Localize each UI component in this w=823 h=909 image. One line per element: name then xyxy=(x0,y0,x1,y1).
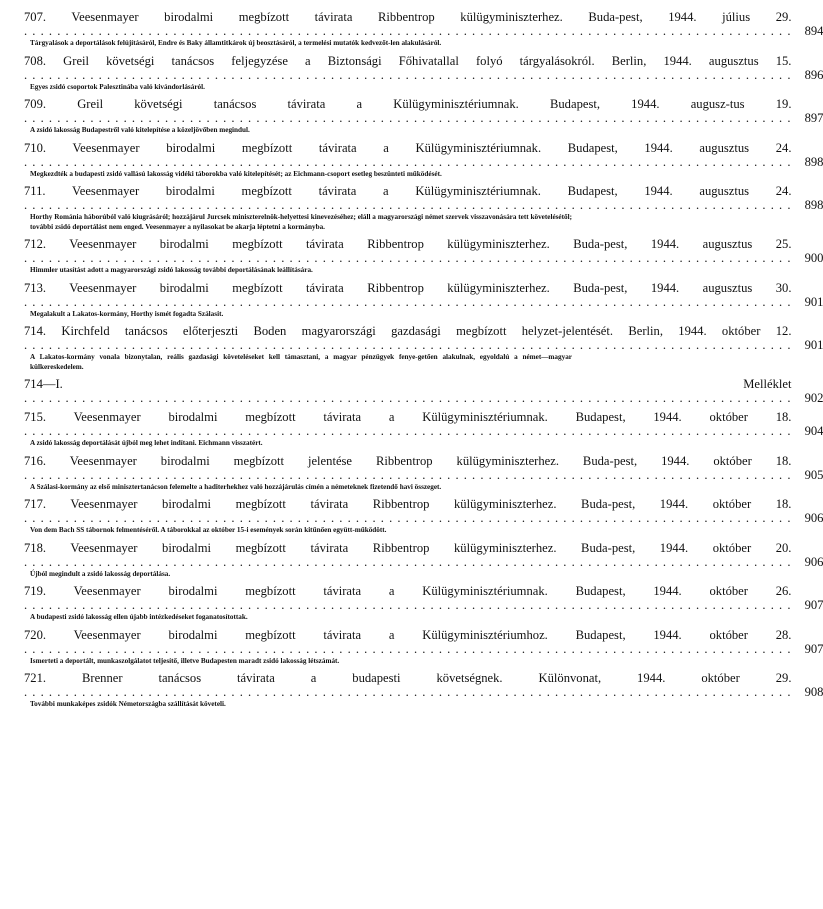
toc-entry xyxy=(24,377,823,405)
leader-dots: . . . . . . . . . . . . . . . . . . . . . . . . . . . . . . . . . . . . . . . . . . . . . . . . . . . . . . . . . . . . . . . . . . . . . . . . . . . . . . . . . . . . . . . . . . . . . xyxy=(24,424,792,438)
toc-entry xyxy=(24,540,823,580)
toc-entry-title-text: 719. Veesenmayer birodalmi megbízott távirata a Külügyminisztériumnak. Budapest, 1944. október 26. xyxy=(24,584,792,598)
toc-entry-page-number: 905 xyxy=(804,467,823,482)
toc-entry-title xyxy=(24,497,791,525)
table-of-contents xyxy=(24,10,823,715)
toc-entry-summary: További munkaképes zsidók Németországba szállítását követeli. xyxy=(30,700,226,708)
toc-entry-heading xyxy=(24,497,823,525)
toc-entry-page-number: 901 xyxy=(804,294,823,309)
leader-dots: . . . . . . . . . . . . . . . . . . . . . . . . . . . . . . . . . . . . . . . . . . . . . . . . . . . . . . . . . . . . . . . . . . . . . . . . . . . . . . . . . . . . . . . . . . . . . xyxy=(24,67,792,82)
toc-entry-summary: Horthy Románia háborúból való kiugrásáról; hozzájárul Jurcsek miniszterelnök-helyettesi kinevezéséhez; eláll a magyarországi német szervek visszavonására tett követelésétől; további zsidó deportálást nem enged. Veesenmayer a nyilasokat be akarja léptetni a kormányba. xyxy=(30,213,572,231)
toc-entry-summary: Tárgyalások a deportálások felújításáról, Endre és Baky államtitkárok új beosztásáról, a termelési mutatók kedvezőt-len alakulásáról. xyxy=(30,39,442,47)
toc-entry-page-number: 897 xyxy=(804,111,823,125)
toc-entry-title xyxy=(24,141,791,169)
toc-entry-summary: Von dem Bach SS tábornok felmentéséről. A táborokkal az október 15-i események során kitűnően együtt-működött. xyxy=(30,526,387,534)
toc-entry-title xyxy=(24,628,791,656)
toc-entry-heading xyxy=(24,453,823,482)
toc-entry-summary: Ismerteti a deportált, munkaszolgálatot teljesítő, illetve Budapesten maradt zsidó lakosság létszámát. xyxy=(30,656,340,665)
toc-entry-summary: Megkezdték a budapesti zsidó vallású lakosság vidéki táborokba való kitelepítését; az Eichmann-csoport esetleg beszünteti működését. xyxy=(30,169,442,178)
toc-entry xyxy=(24,453,823,493)
toc-entry-page-number: 907 xyxy=(804,641,823,656)
toc-entry-summary: Megalakult a Lakatos-kormány, Horthy ismét fogadta Szálasit. xyxy=(30,309,224,318)
toc-entry-title-text: 721. Brenner tanácsos távirata a budapesti követségnek. Különvonat, 1944. október 29. xyxy=(24,671,792,685)
toc-entry-title-text: 714—I. Melléklet xyxy=(24,377,792,391)
leader-dots: . . . . . . . . . . . . . . . . . . . . . . . . . . . . . . . . . . . . . . . . . . . . . . . . . . . . . . . . . . . . . . . . . . . . . . . . . . . . . . . . . . . . . . . . . . . . . xyxy=(24,338,792,352)
toc-entry-title xyxy=(24,324,791,352)
toc-entry-page-number: 900 xyxy=(804,251,823,265)
leader-dots: . . . . . . . . . . . . . . . . . . . . . . . . . . . . . . . . . . . . . . . . . . . . . . . . . . . . . . . . . . . . . . . . . . . . . . . . . . . . . . . . . . . . . . . . . . . . . xyxy=(24,467,792,482)
toc-entry xyxy=(24,140,823,180)
toc-entry-title-text: 710. Veesenmayer birodalmi megbízott távirata a Külügyminisztériumnak. Budapest, 1944. augusztus 24. xyxy=(24,140,792,155)
toc-entry-page-number: 902 xyxy=(804,391,823,405)
toc-entry-summary: A zsidó lakosság Budapestről való kitelepítése a közeljövőben megindul. xyxy=(30,126,250,134)
toc-entry-title xyxy=(24,454,791,482)
toc-entry xyxy=(24,237,823,276)
leader-dots: . . . . . . . . . . . . . . . . . . . . . . . . . . . . . . . . . . . . . . . . . . . . . . . . . . . . . . . . . . . . . . . . . . . . . . . . . . . . . . . . . . . . . . . . . . . . . xyxy=(24,598,792,612)
toc-entry-page-number: 907 xyxy=(804,598,823,612)
toc-entry-title-text: 712. Veesenmayer birodalmi megbízott távirata Ribbentrop külügyminiszterhez. Buda-pest, 1944. augusztus 25. xyxy=(24,237,792,251)
toc-entry-heading xyxy=(24,10,823,38)
toc-entry-title-text: 720. Veesenmayer birodalmi megbízott távirata a Külügyminisztériumhoz. Budapest, 1944. október 28. xyxy=(24,627,792,642)
toc-entry-title xyxy=(24,410,791,438)
toc-entry-page-number: 904 xyxy=(804,424,823,438)
toc-entry-title-text: 713. Veesenmayer birodalmi megbízott távirata Ribbentrop külügyminiszterhez. Buda-pest, 1944. augusztus 30. xyxy=(24,280,792,295)
toc-entry-heading xyxy=(24,584,823,612)
toc-entry-heading xyxy=(24,324,823,352)
toc-entry xyxy=(24,627,823,667)
toc-entry-heading xyxy=(24,410,823,438)
toc-entry-title xyxy=(24,377,791,405)
toc-entry-title xyxy=(24,10,791,38)
leader-dots: . . . . . . . . . . . . . . . . . . . . . . . . . . . . . . . . . . . . . . . . . . . . . . . . . . . . . . . . . . . . . . . . . . . . . . . . . . . . . . . . . . . . . . . . . . . . . xyxy=(24,251,792,265)
leader-dots: . . . . . . . . . . . . . . . . . . . . . . . . . . . . . . . . . . . . . . . . . . . . . . . . . . . . . . . . . . . . . . . . . . . . . . . . . . . . . . . . . . . . . . . . . . . . . xyxy=(24,554,792,569)
toc-entry-heading xyxy=(24,540,823,569)
toc-entry-title xyxy=(24,54,791,82)
toc-entry xyxy=(24,97,823,136)
toc-entry-title xyxy=(24,671,791,699)
toc-entry-title-text: 716. Veesenmayer birodalmi megbízott jelentése Ribbentrop külügyminiszterhez. Buda-pest, 1944. október 18. xyxy=(24,453,792,468)
toc-entry-page-number: 898 xyxy=(804,198,823,212)
toc-entry-page-number: 906 xyxy=(804,554,823,569)
toc-entry-title-text: 711. Veesenmayer birodalmi megbízott távirata a Külügyminisztériumnak. Budapest, 1944. augusztus 24. xyxy=(24,184,792,198)
leader-dots: . . . . . . . . . . . . . . . . . . . . . . . . . . . . . . . . . . . . . . . . . . . . . . . . . . . . . . . . . . . . . . . . . . . . . . . . . . . . . . . . . . . . . . . . . . . . . xyxy=(24,294,792,309)
toc-entry-page-number: 898 xyxy=(804,154,823,169)
toc-entry-title xyxy=(24,584,791,612)
toc-entry xyxy=(24,584,823,623)
toc-entry-title xyxy=(24,541,791,569)
toc-entry xyxy=(24,671,823,710)
leader-dots: . . . . . . . . . . . . . . . . . . . . . . . . . . . . . . . . . . . . . . . . . . . . . . . . . . . . . . . . . . . . . . . . . . . . . . . . . . . . . . . . . . . . . . . . . . . . . xyxy=(24,511,792,525)
toc-entry-summary: Újból megindult a zsidó lakosság deportálása. xyxy=(30,569,171,578)
toc-entry-title-text: 708. Greil követségi tanácsos feljegyzése a Biztonsági Főhivatallal folyó tárgyalásokról. Berlin, 1944. augusztus 15. xyxy=(24,53,792,68)
toc-entry-heading xyxy=(24,280,823,309)
toc-entry xyxy=(24,497,823,536)
leader-dots: . . . . . . . . . . . . . . . . . . . . . . . . . . . . . . . . . . . . . . . . . . . . . . . . . . . . . . . . . . . . . . . . . . . . . . . . . . . . . . . . . . . . . . . . . . . . . xyxy=(24,198,792,212)
toc-entry-heading xyxy=(24,377,823,405)
toc-entry-heading xyxy=(24,53,823,82)
toc-entry xyxy=(24,280,823,320)
toc-entry-title-text: 715. Veesenmayer birodalmi megbízott távirata a Külügyminisztériumnak. Budapest, 1944. október 18. xyxy=(24,410,792,424)
leader-dots: . . . . . . . . . . . . . . . . . . . . . . . . . . . . . . . . . . . . . . . . . . . . . . . . . . . . . . . . . . . . . . . . . . . . . . . . . . . . . . . . . . . . . . . . . . . . . xyxy=(24,685,792,699)
toc-entry xyxy=(24,53,823,93)
toc-entry-heading xyxy=(24,671,823,699)
leader-dots: . . . . . . . . . . . . . . . . . . . . . . . . . . . . . . . . . . . . . . . . . . . . . . . . . . . . . . . . . . . . . . . . . . . . . . . . . . . . . . . . . . . . . . . . . . . . . xyxy=(24,391,792,405)
toc-entry-title xyxy=(24,184,791,212)
toc-entry xyxy=(24,410,823,449)
toc-entry-summary: A Lakatos-kormány vonala bizonytalan, reális gazdasági követeléseket kell támasztani, a magyar pénzügyek fenye-getően alakulnak, egyoldalú a német—magyar külkereskedelem. xyxy=(30,353,572,371)
toc-entry-summary: A zsidó lakosság deportálását újból meg lehet indítani. Eichmann visszatért. xyxy=(30,439,263,447)
toc-entry-page-number: 896 xyxy=(804,67,823,82)
toc-entry-summary: A budapesti zsidó lakosság ellen újabb intézkedéseket foganatosítottak. xyxy=(30,613,248,621)
toc-entry xyxy=(24,10,823,49)
toc-entry-page-number: 906 xyxy=(804,511,823,525)
toc-entry xyxy=(24,184,823,232)
toc-entry-heading xyxy=(24,97,823,125)
toc-entry-page-number: 908 xyxy=(804,685,823,699)
leader-dots: . . . . . . . . . . . . . . . . . . . . . . . . . . . . . . . . . . . . . . . . . . . . . . . . . . . . . . . . . . . . . . . . . . . . . . . . . . . . . . . . . . . . . . . . . . . . . xyxy=(24,111,792,125)
toc-entry-title xyxy=(24,281,791,309)
toc-entry-title xyxy=(24,237,791,265)
toc-entry-title-text: 707. Veesenmayer birodalmi megbízott távirata Ribbentrop külügyminiszterhez. Buda-pest, 1944. július 29. xyxy=(24,10,792,24)
toc-entry-heading xyxy=(24,184,823,212)
toc-entry-title-text: 718. Veesenmayer birodalmi megbízott távirata Ribbentrop külügyminiszterhez. Buda-pest, 1944. október 20. xyxy=(24,540,792,555)
toc-entry-heading xyxy=(24,140,823,169)
toc-entry xyxy=(24,324,823,372)
toc-entry-summary: A Szálasi-kormány az első minisztertanácson felemelte a haditerhekhez való hozzájárulás címén a németeknek fizetendő havi összeget. xyxy=(30,482,442,491)
toc-entry-title-text: 717. Veesenmayer birodalmi megbízott távirata Ribbentrop külügyminiszterhez. Buda-pest, 1944. október 18. xyxy=(24,497,792,511)
toc-entry-title-text: 709. Greil követségi tanácsos távirata a Külügyminisztériumnak. Budapest, 1944. augusz-tus 19. xyxy=(24,97,792,111)
leader-dots: . . . . . . . . . . . . . . . . . . . . . . . . . . . . . . . . . . . . . . . . . . . . . . . . . . . . . . . . . . . . . . . . . . . . . . . . . . . . . . . . . . . . . . . . . . . . . xyxy=(24,24,792,38)
toc-entry-page-number: 894 xyxy=(804,24,823,38)
leader-dots: . . . . . . . . . . . . . . . . . . . . . . . . . . . . . . . . . . . . . . . . . . . . . . . . . . . . . . . . . . . . . . . . . . . . . . . . . . . . . . . . . . . . . . . . . . . . . xyxy=(24,154,792,169)
toc-entry-title xyxy=(24,97,791,125)
toc-entry-heading xyxy=(24,237,823,265)
toc-entry-page-number: 901 xyxy=(804,338,823,352)
toc-entry-summary: Himmler utasítást adott a magyarországi zsidó lakosság további deportálásának leállítására. xyxy=(30,266,313,274)
toc-entry-summary: Egyes zsidó csoportok Palesztinába való kivándorlásáról. xyxy=(30,82,205,91)
toc-entry-title-text: 714. Kirchfeld tanácsos előterjeszti Boden magyarországi gazdasági megbízott helyzet-jelentését. Berlin, 1944. október 12. xyxy=(24,324,792,338)
leader-dots: . . . . . . . . . . . . . . . . . . . . . . . . . . . . . . . . . . . . . . . . . . . . . . . . . . . . . . . . . . . . . . . . . . . . . . . . . . . . . . . . . . . . . . . . . . . . . xyxy=(24,641,792,656)
toc-entry-heading xyxy=(24,627,823,656)
